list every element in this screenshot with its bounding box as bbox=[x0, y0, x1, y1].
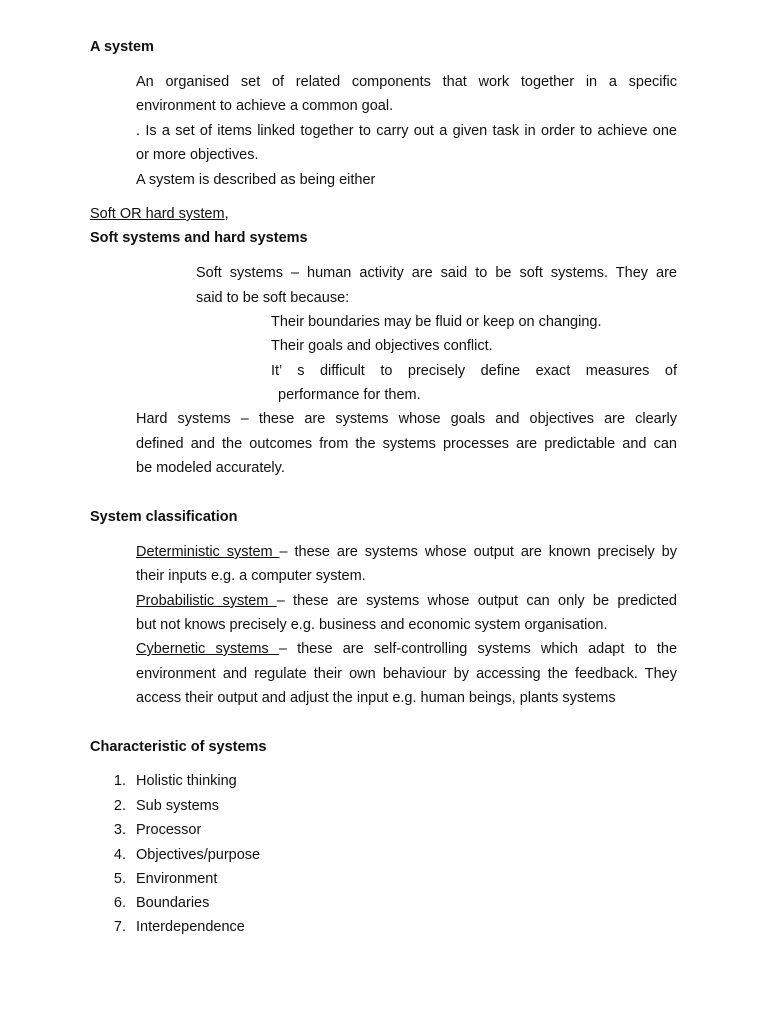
list-label: Processor bbox=[136, 822, 202, 838]
soft-or-hard-line bbox=[90, 204, 229, 224]
soft-systems-line-1: Soft systems – human activity are said to be soft systems. They are bbox=[196, 265, 677, 281]
list-label: Interdependence bbox=[136, 919, 245, 935]
list-number: 2. bbox=[113, 798, 126, 814]
list-label: Sub systems bbox=[136, 798, 219, 814]
probabilistic-term: Probabilistic system bbox=[136, 593, 277, 609]
heading-system-classification: System classification bbox=[90, 509, 238, 525]
soft-reason-2: Their goals and objectives conflict. bbox=[271, 338, 493, 354]
list-label: Objectives/purpose bbox=[136, 847, 261, 863]
soft-reason-3-line-2: performance for them. bbox=[278, 387, 421, 403]
deterministic-desc: – these are systems whose output are known precisely by bbox=[279, 544, 677, 560]
list-item bbox=[104, 917, 245, 937]
list-label: Holistic thinking bbox=[136, 773, 237, 789]
deterministic-term: Deterministic system bbox=[136, 544, 280, 560]
cybernetic-line-2: environment and regulate their own behaviour by accessing the feedback. They bbox=[136, 666, 677, 682]
heading-soft-hard-systems: Soft systems and hard systems bbox=[90, 230, 308, 246]
heading-a-system: A system bbox=[90, 39, 154, 55]
system-definition-line-2: environment to achieve a common goal. bbox=[136, 98, 394, 114]
list-item bbox=[104, 820, 201, 840]
system-definition-line-5: A system is described as being either bbox=[136, 172, 376, 188]
list-item bbox=[104, 796, 219, 816]
soft-or-hard-comma: , bbox=[224, 206, 229, 222]
hard-systems-line-1: Hard systems – these are systems whose goals and objectives are clearly bbox=[136, 411, 677, 427]
list-number: 4. bbox=[113, 847, 126, 863]
list-item bbox=[104, 845, 260, 865]
list-item bbox=[104, 869, 217, 889]
list-number: 3. bbox=[113, 822, 126, 838]
list-number: 5. bbox=[113, 871, 126, 887]
cybernetic-line-1 bbox=[136, 639, 677, 659]
deterministic-line-2: their inputs e.g. a computer system. bbox=[136, 568, 366, 584]
list-number: 7. bbox=[113, 919, 126, 935]
probabilistic-line-2: but not knows precisely e.g. business and economic system organisation. bbox=[136, 617, 608, 633]
system-definition-line-4: or more objectives. bbox=[136, 147, 259, 163]
list-label: Environment bbox=[136, 871, 218, 887]
system-definition-line-1: An organised set of related components that work together in a specific bbox=[136, 74, 677, 90]
list-label: Boundaries bbox=[136, 895, 210, 911]
list-number: 6. bbox=[113, 895, 126, 911]
cybernetic-line-3: access their output and adjust the input e.g. human beings, plants systems bbox=[136, 690, 616, 706]
probabilistic-desc: – these are systems whose output can only be predicted bbox=[276, 593, 677, 609]
soft-systems-line-2: said to be soft because: bbox=[196, 290, 350, 306]
cybernetic-desc: – these are self-controlling systems which adapt to the bbox=[278, 641, 678, 657]
heading-characteristics: Characteristic of systems bbox=[90, 739, 267, 755]
probabilistic-line-1 bbox=[136, 591, 677, 611]
system-definition-line-3: . Is a set of items linked together to carry out a given task in order to achieve one bbox=[136, 123, 677, 139]
soft-reason-3-line-1: It’ s difficult to precisely define exact measures of bbox=[271, 363, 677, 379]
hard-systems-line-2: defined and the outcomes from the systems processes are predictable and can bbox=[136, 436, 677, 452]
list-number: 1. bbox=[113, 773, 126, 789]
soft-or-hard-link[interactable]: Soft OR hard system bbox=[90, 206, 225, 222]
list-item bbox=[104, 771, 237, 791]
cybernetic-term: Cybernetic systems bbox=[136, 641, 279, 657]
deterministic-line-1 bbox=[136, 542, 677, 562]
list-item bbox=[104, 893, 209, 913]
hard-systems-line-3: be modeled accurately. bbox=[136, 460, 285, 476]
soft-reason-1: Their boundaries may be fluid or keep on changing. bbox=[271, 314, 602, 330]
